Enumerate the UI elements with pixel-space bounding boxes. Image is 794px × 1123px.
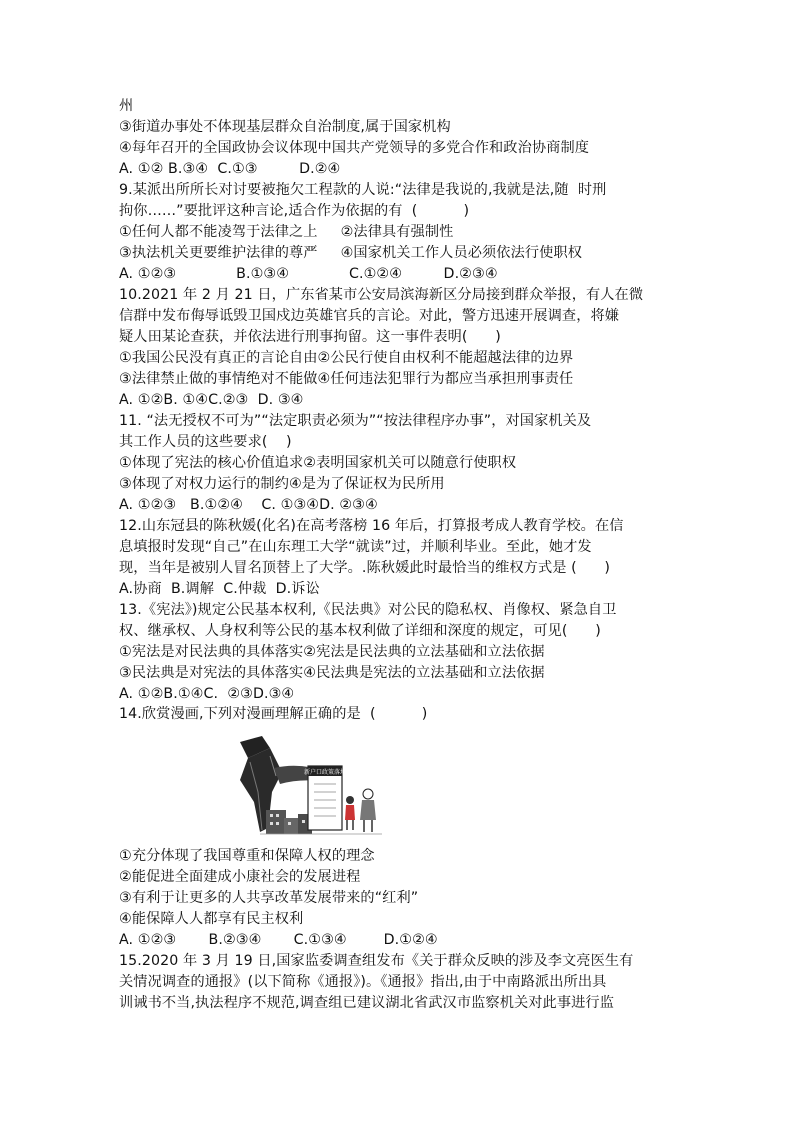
- text-line: ①体现了宪法的核心价值追求②表明国家机关可以随意行使职权: [119, 455, 517, 471]
- text-line: 训诫书不当,执法程序不规范,调查组已建议湖北省武汉市监察机关对此事进行监: [119, 995, 614, 1011]
- question-9: 9.某派出所所长对讨要被拖欠工程款的人说:“法律是我说的,我就是法,随 时刑: [119, 182, 607, 198]
- text-line: ③执法机关更要维护法律的尊严 ④国家机关工作人员必须依法行使职权: [119, 245, 583, 261]
- text-line: 其工作人员的这些要求( ): [119, 434, 292, 450]
- text-line: ①宪法是对民法典的具体落实②宪法是民法典的立法基础和立法依据: [119, 644, 545, 660]
- text-line: ③体现了对权力运行的制约④是为了保证权为民所用: [119, 476, 445, 492]
- text-line: ④能保障人人都享有民主权利: [119, 911, 304, 927]
- text-line: 关情况调查的通报》(以下简称《通报》)。《通报》指出,由于中南路派出所出具: [119, 974, 607, 990]
- question-12: 12.山东冠县的陈秋媛(化名)在高考落榜 16 年后，打算报考成人教育学校。在信: [119, 518, 624, 534]
- text-line: 疑人田某论查获，并依法进行刑事拘留。这一事件表明( ): [119, 329, 501, 345]
- text-line: 信群中发布侮辱诋毁卫国戍边英雄官兵的言论。对此，警方迅速开展调查，将嫌: [119, 308, 620, 324]
- text-line: ②能促进全面建成小康社会的发展进程: [119, 869, 361, 885]
- answer-options: A. ①②③ B.①③④ C.①②④ D.②③④: [119, 266, 498, 282]
- answer-options: A.协商 B.调解 C.仲裁 D.诉讼: [119, 581, 320, 597]
- text-line: ③民法典是对宪法的具体落实④民法典是宪法的立法基础和立法依据: [119, 665, 545, 681]
- text-line: ①任何人都不能凌驾于法律之上 ②法律具有强制性: [119, 224, 454, 240]
- question-15: 15.2020 年 3 月 19 日,国家监委调查组发布《关于群众反映的涉及李文亮医生有: [119, 953, 634, 969]
- text-line: 拘你……”要批评这种言论,适合作为依据的有 ( ): [119, 203, 470, 219]
- question-13: 13.《宪法》)规定公民基本权利,《民法典》对公民的隐私权、肖像权、紧急自卫: [119, 602, 617, 618]
- text-line: ③有利于让更多的人共享改革发展带来的“红利”: [119, 890, 419, 906]
- text-line: ③街道办事处不体现基层群众自治制度,属于国家机构: [119, 119, 451, 135]
- text-line: 现，当年是被别人冒名顶替上了大学。.陈秋媛此时最恰当的维权方式是 ( ): [119, 560, 611, 576]
- sign-label: 新户口政策落地: [303, 769, 347, 776]
- answer-options: A. ①② B.③④ C.①③ D.②④: [119, 161, 341, 177]
- text-line: 权、继承权、人身权利等公民的基本权利做了详细和深度的规定，可见( ): [119, 623, 601, 639]
- text-line: ④每年召开的全国政协会议体现中国共产党领导的多党合作和政治协商制度: [119, 140, 590, 156]
- answer-options: A. ①②B.①④C. ②③D.③④: [119, 686, 295, 702]
- text-line: 州: [119, 98, 134, 114]
- question-10: 10.2021 年 2 月 21 日，广东省某市公安局滨海新区分局接到群众举报，有人在微: [119, 287, 644, 303]
- text-line: ①充分体现了我国尊重和保障人权的理念: [119, 848, 375, 864]
- text-line: 息填报时发现“自己”在山东理工大学“就读”过，并顺利毕业。至此，她才发: [119, 539, 592, 555]
- text-line: ①我国公民没有真正的言论自由②公民行使自由权利不能超越法律的边界: [119, 350, 574, 366]
- cartoon-image: [210, 732, 390, 840]
- text-line: ③法律禁止做的事情绝对不能做④任何违法犯罪行为都应当承担刑事责任: [119, 371, 574, 387]
- answer-options: A. ①②③ B.②③④ C.①③④ D.①②④: [119, 932, 438, 948]
- answer-options: A. ①②③ B.①②④ C. ①③④D. ②③④: [119, 497, 378, 513]
- question-11: 11. “法无授权不可为”“法定职责必须为”“按法律程序办事”，对国家机关及: [119, 413, 592, 429]
- answer-options: A. ①②B. ①④C.②③ D. ③④: [119, 392, 304, 408]
- question-14: 14.欣赏漫画,下列对漫画理解正确的是 ( ): [119, 706, 428, 722]
